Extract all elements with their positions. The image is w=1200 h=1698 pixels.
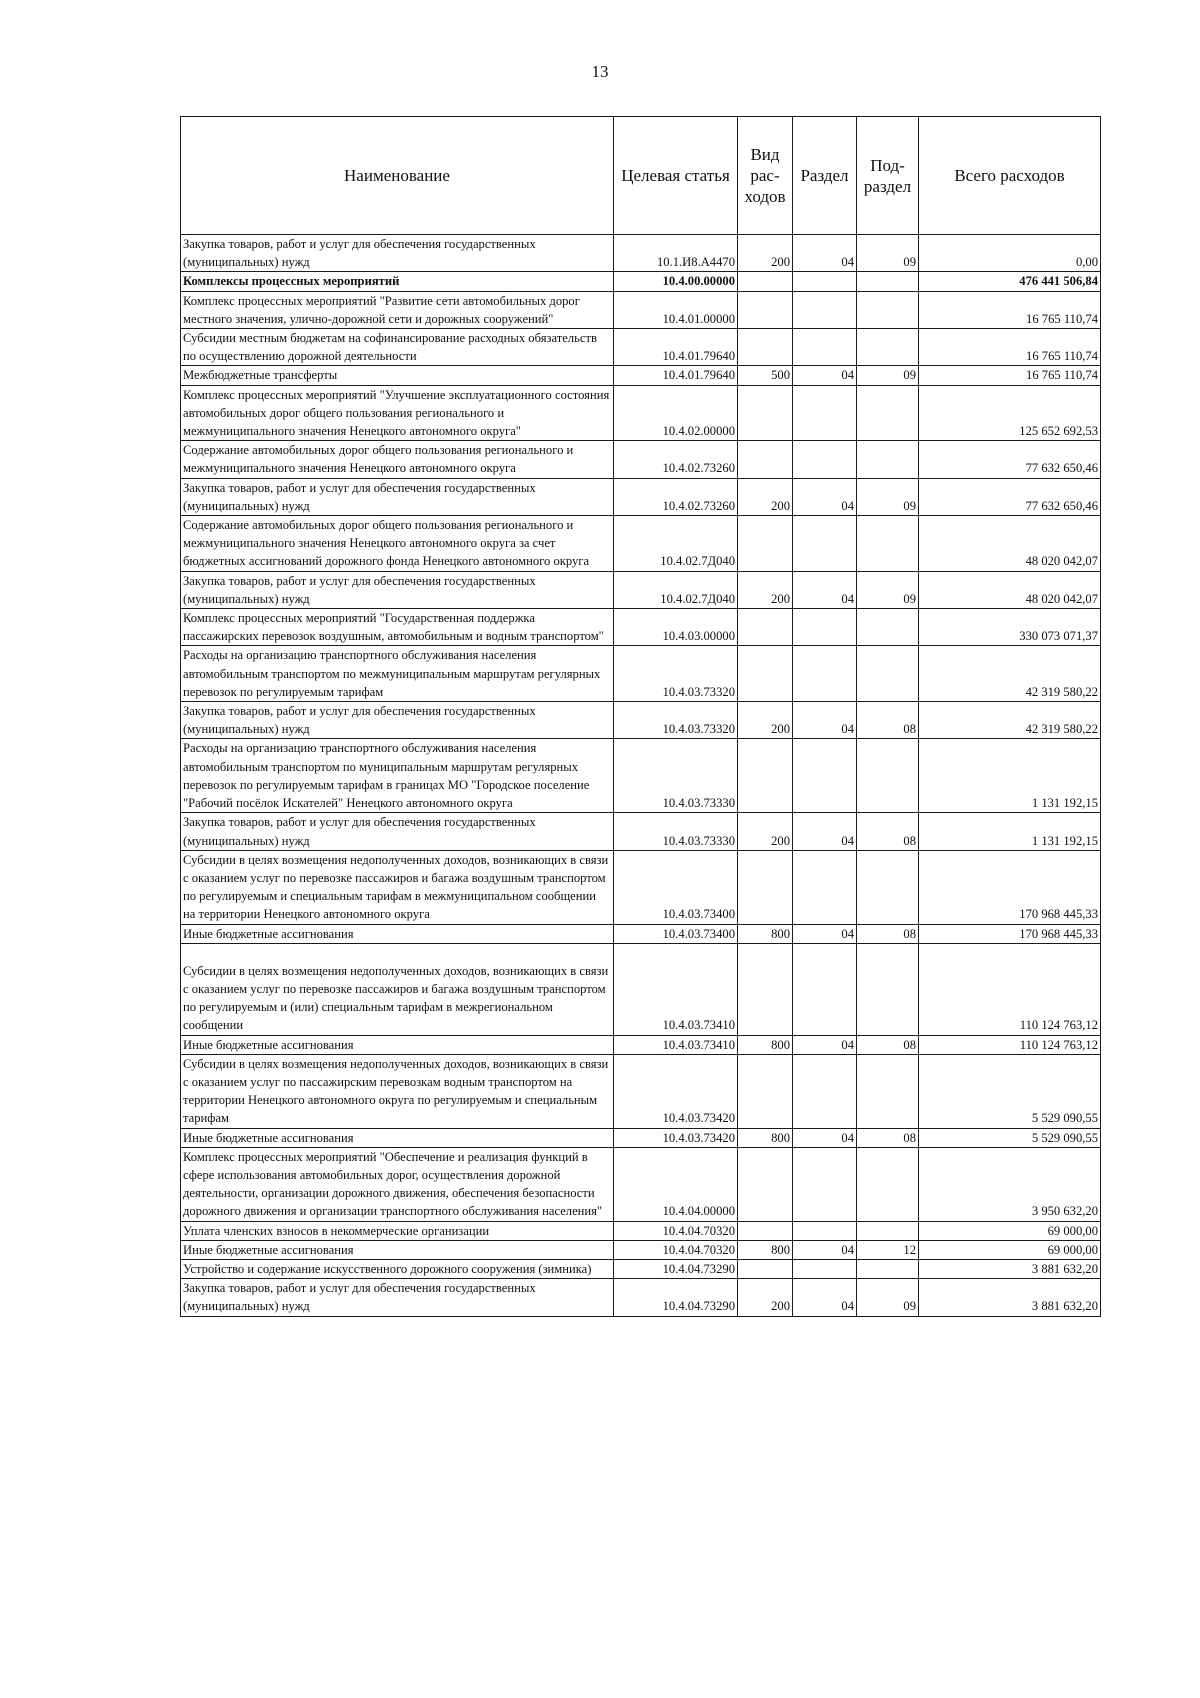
row-name: Закупка товаров, работ и услуг для обеспечения государственных (муниципальных) нужд [181, 702, 614, 739]
row-section [793, 609, 857, 646]
row-total: 3 881 632,20 [919, 1279, 1101, 1316]
row-name: Межбюджетные трансферты [181, 366, 614, 385]
row-name: Комплекс процессных мероприятий "Обеспечение и реализация функций в сфере использования автомобильных дорог, осуществления дорожной деятельности, организации дорожного движения, обеспечения безопасности дорожного движения и организации транспортного обслуживания населения" [181, 1147, 614, 1221]
row-expense-type [738, 291, 793, 328]
row-name: Комплекс процессных мероприятий "Улучшение эксплуатационного состояния автомобильных дорог общего пользования регионального и межмуниципального значения Ненецкого автономного округа" [181, 385, 614, 441]
row-total: 3 881 632,20 [919, 1259, 1101, 1278]
row-section [793, 1054, 857, 1128]
row-name: Расходы на организацию транспортного обслуживания населения автомобильным транспортом по муниципальным маршрутам регулярных перевозок по регулируемым тарифам в границах МО "Городское поселение "Рабочий посёлок Искателей" Ненецкого автономного округа [181, 739, 614, 813]
row-total: 110 124 763,12 [919, 1035, 1101, 1054]
row-total: 16 765 110,74 [919, 366, 1101, 385]
row-section [793, 646, 857, 702]
row-target-item: 10.4.03.73320 [614, 702, 738, 739]
row-target-item: 10.4.03.73400 [614, 850, 738, 924]
row-total: 0,00 [919, 235, 1101, 272]
row-section: 04 [793, 702, 857, 739]
row-expense-type: 200 [738, 235, 793, 272]
row-section [793, 441, 857, 478]
row-target-item: 10.4.03.73420 [614, 1054, 738, 1128]
row-subsection [857, 943, 919, 1035]
row-subsection: 09 [857, 235, 919, 272]
row-subsection [857, 1147, 919, 1221]
row-name: Комплекс процессных мероприятий "Развитие сети автомобильных дорог местного значения, улично-дорожной сети и дорожных сооружений" [181, 291, 614, 328]
table-row [181, 813, 1101, 850]
row-expense-type: 200 [738, 813, 793, 850]
row-name: Иные бюджетные ассигнования [181, 1035, 614, 1054]
row-name: Содержание автомобильных дорог общего пользования регионального и межмуниципального значения Ненецкого автономного округа [181, 441, 614, 478]
row-subsection [857, 1221, 919, 1240]
row-section: 04 [793, 1240, 857, 1259]
table-row [181, 385, 1101, 441]
row-target-item: 10.4.04.00000 [614, 1147, 738, 1221]
row-subsection: 09 [857, 478, 919, 515]
row-subsection [857, 739, 919, 813]
row-expense-type [738, 1221, 793, 1240]
table-row [181, 609, 1101, 646]
row-subsection [857, 291, 919, 328]
row-subsection: 08 [857, 1035, 919, 1054]
row-subsection [857, 385, 919, 441]
page-number: 13 [591, 62, 609, 81]
row-subsection: 08 [857, 813, 919, 850]
row-subsection [857, 646, 919, 702]
table-row [181, 1035, 1101, 1054]
row-total: 5 529 090,55 [919, 1128, 1101, 1147]
header-target-item: Целевая статья [614, 117, 738, 235]
row-name: Содержание автомобильных дорог общего пользования регионального и межмуниципального значения Ненецкого автономного округа за счет бюджетных ассигнований дорожного фонда Ненецкого автономного округа [181, 516, 614, 572]
row-total: 170 968 445,33 [919, 850, 1101, 924]
row-target-item: 10.4.02.73260 [614, 441, 738, 478]
header-section: Раздел [793, 117, 857, 235]
row-total: 48 020 042,07 [919, 516, 1101, 572]
row-expense-type: 800 [738, 924, 793, 943]
row-target-item: 10.4.01.79640 [614, 329, 738, 366]
row-name: Субсидии в целях возмещения недополученных доходов, возникающих в связи с оказанием услуг по перевозке пассажиров и багажа воздушным транспортом по регулируемым и специальным тарифам в межмуниципальном сообщении на территории Ненецкого автономного округа [181, 850, 614, 924]
row-expense-type [738, 516, 793, 572]
row-expense-type [738, 646, 793, 702]
row-target-item: 10.4.04.73290 [614, 1259, 738, 1278]
row-section [793, 1147, 857, 1221]
row-total: 69 000,00 [919, 1221, 1101, 1240]
row-total: 330 073 071,37 [919, 609, 1101, 646]
table-body [181, 235, 1101, 1317]
row-name: Закупка товаров, работ и услуг для обеспечения государственных (муниципальных) нужд [181, 571, 614, 608]
table-row [181, 739, 1101, 813]
row-subsection: 08 [857, 924, 919, 943]
row-total: 16 765 110,74 [919, 291, 1101, 328]
row-name: Иные бюджетные ассигнования [181, 1240, 614, 1259]
row-target-item: 10.4.04.73290 [614, 1279, 738, 1316]
row-expense-type: 200 [738, 1279, 793, 1316]
row-section [793, 943, 857, 1035]
table-row [181, 1259, 1101, 1278]
row-expense-type [738, 943, 793, 1035]
table-row [181, 516, 1101, 572]
row-name: Закупка товаров, работ и услуг для обеспечения государственных (муниципальных) нужд [181, 813, 614, 850]
row-name: Устройство и содержание искусственного дорожного сооружения (зимника) [181, 1259, 614, 1278]
table-row [181, 235, 1101, 272]
row-subsection: 09 [857, 366, 919, 385]
row-subsection [857, 441, 919, 478]
table-row [181, 1054, 1101, 1128]
row-target-item: 10.4.01.79640 [614, 366, 738, 385]
row-expense-type [738, 272, 793, 291]
table-row [181, 702, 1101, 739]
row-section: 04 [793, 1035, 857, 1054]
row-section: 04 [793, 235, 857, 272]
row-subsection [857, 609, 919, 646]
table-row [181, 441, 1101, 478]
row-total: 125 652 692,53 [919, 385, 1101, 441]
table-row [181, 1240, 1101, 1259]
row-expense-type [738, 850, 793, 924]
row-total: 16 765 110,74 [919, 329, 1101, 366]
table-row [181, 646, 1101, 702]
header-name: Наименование [181, 117, 614, 235]
row-subsection [857, 1054, 919, 1128]
row-total: 48 020 042,07 [919, 571, 1101, 608]
row-name: Закупка товаров, работ и услуг для обеспечения государственных (муниципальных) нужд [181, 478, 614, 515]
row-subsection [857, 272, 919, 291]
row-name: Субсидии местным бюджетам на софинансирование расходных обязательств по осуществлению дорожной деятельности [181, 329, 614, 366]
row-name: Расходы на организацию транспортного обслуживания населения автомобильным транспортом по межмуниципальным маршрутам регулярных перевозок по регулируемым тарифам [181, 646, 614, 702]
row-subsection: 09 [857, 1279, 919, 1316]
table-row [181, 924, 1101, 943]
table-row [181, 943, 1101, 1035]
row-name: Комплекс процессных мероприятий "Государственная поддержка пассажирских перевозок воздушным, автомобильным и водным транспортом" [181, 609, 614, 646]
row-name: Закупка товаров, работ и услуг для обеспечения государственных (муниципальных) нужд [181, 235, 614, 272]
row-expense-type [738, 385, 793, 441]
row-target-item: 10.4.03.73420 [614, 1128, 738, 1147]
row-expense-type [738, 1054, 793, 1128]
row-target-item: 10.4.03.73330 [614, 739, 738, 813]
row-expense-type [738, 739, 793, 813]
row-total: 3 950 632,20 [919, 1147, 1101, 1221]
row-expense-type: 200 [738, 702, 793, 739]
row-target-item: 10.4.00.00000 [614, 272, 738, 291]
header-subsection: Под-раздел [857, 117, 919, 235]
table-row [181, 850, 1101, 924]
row-target-item: 10.4.04.70320 [614, 1240, 738, 1259]
row-expense-type: 800 [738, 1128, 793, 1147]
row-name: Иные бюджетные ассигнования [181, 1128, 614, 1147]
row-target-item: 10.4.01.00000 [614, 291, 738, 328]
row-name: Иные бюджетные ассигнования [181, 924, 614, 943]
row-target-item: 10.1.И8.А4470 [614, 235, 738, 272]
row-total: 110 124 763,12 [919, 943, 1101, 1035]
table-row [181, 571, 1101, 608]
row-section [793, 516, 857, 572]
row-total: 69 000,00 [919, 1240, 1101, 1259]
row-total: 77 632 650,46 [919, 478, 1101, 515]
row-target-item: 10.4.02.00000 [614, 385, 738, 441]
row-target-item: 10.4.03.73330 [614, 813, 738, 850]
row-section [793, 272, 857, 291]
row-total: 476 441 506,84 [919, 272, 1101, 291]
table-header-row [181, 117, 1101, 235]
row-expense-type: 800 [738, 1035, 793, 1054]
row-total: 42 319 580,22 [919, 702, 1101, 739]
table-row [181, 329, 1101, 366]
row-target-item: 10.4.03.00000 [614, 609, 738, 646]
row-expense-type: 800 [738, 1240, 793, 1259]
row-section [793, 850, 857, 924]
row-section [793, 329, 857, 366]
row-section: 04 [793, 924, 857, 943]
row-subsection [857, 329, 919, 366]
row-section: 04 [793, 478, 857, 515]
row-section: 04 [793, 571, 857, 608]
row-section: 04 [793, 366, 857, 385]
row-target-item: 10.4.02.7Д040 [614, 571, 738, 608]
row-target-item: 10.4.02.73260 [614, 478, 738, 515]
row-subsection [857, 850, 919, 924]
row-total: 42 319 580,22 [919, 646, 1101, 702]
row-total: 77 632 650,46 [919, 441, 1101, 478]
row-section [793, 1221, 857, 1240]
row-expense-type: 200 [738, 478, 793, 515]
row-subsection [857, 516, 919, 572]
row-section: 04 [793, 813, 857, 850]
row-section [793, 291, 857, 328]
row-section [793, 739, 857, 813]
row-name: Закупка товаров, работ и услуг для обеспечения государственных (муниципальных) нужд [181, 1279, 614, 1316]
row-name: Уплата членских взносов в некоммерческие организации [181, 1221, 614, 1240]
table-row [181, 1147, 1101, 1221]
row-expense-type [738, 1147, 793, 1221]
row-target-item: 10.4.03.73410 [614, 943, 738, 1035]
row-expense-type: 500 [738, 366, 793, 385]
row-section: 04 [793, 1279, 857, 1316]
row-section: 04 [793, 1128, 857, 1147]
header-expense-type: Вид рас-ходов [738, 117, 793, 235]
row-target-item: 10.4.02.7Д040 [614, 516, 738, 572]
table-row [181, 291, 1101, 328]
row-target-item: 10.4.04.70320 [614, 1221, 738, 1240]
row-total: 5 529 090,55 [919, 1054, 1101, 1128]
budget-table [180, 116, 1101, 1317]
table-row [181, 478, 1101, 515]
row-target-item: 10.4.03.73320 [614, 646, 738, 702]
row-subsection [857, 1259, 919, 1278]
table-row [181, 272, 1101, 291]
row-expense-type [738, 441, 793, 478]
row-name: Субсидии в целях возмещения недополученных доходов, возникающих в связи с оказанием услуг по перевозке пассажиров и багажа воздушным транспортом по регулируемым и (или) специальным тарифам в межрегиональном сообщении [181, 943, 614, 1035]
row-expense-type: 200 [738, 571, 793, 608]
table-row [181, 366, 1101, 385]
table-row [181, 1128, 1101, 1147]
row-name: Комплексы процессных мероприятий [181, 272, 614, 291]
row-target-item: 10.4.03.73410 [614, 1035, 738, 1054]
row-total: 170 968 445,33 [919, 924, 1101, 943]
header-total: Всего расходов [919, 117, 1101, 235]
row-section [793, 385, 857, 441]
row-total: 1 131 192,15 [919, 739, 1101, 813]
row-total: 1 131 192,15 [919, 813, 1101, 850]
row-section [793, 1259, 857, 1278]
table-row [181, 1279, 1101, 1316]
row-subsection: 08 [857, 702, 919, 739]
row-subsection: 09 [857, 571, 919, 608]
row-expense-type [738, 329, 793, 366]
row-expense-type [738, 1259, 793, 1278]
row-subsection: 08 [857, 1128, 919, 1147]
row-subsection: 12 [857, 1240, 919, 1259]
row-target-item: 10.4.03.73400 [614, 924, 738, 943]
table-row [181, 1221, 1101, 1240]
row-expense-type [738, 609, 793, 646]
row-name: Субсидии в целях возмещения недополученных доходов, возникающих в связи с оказанием услуг по пассажирским перевозкам водным транспортом на территории Ненецкого автономного округа по регулируемым и специальным тарифам [181, 1054, 614, 1128]
